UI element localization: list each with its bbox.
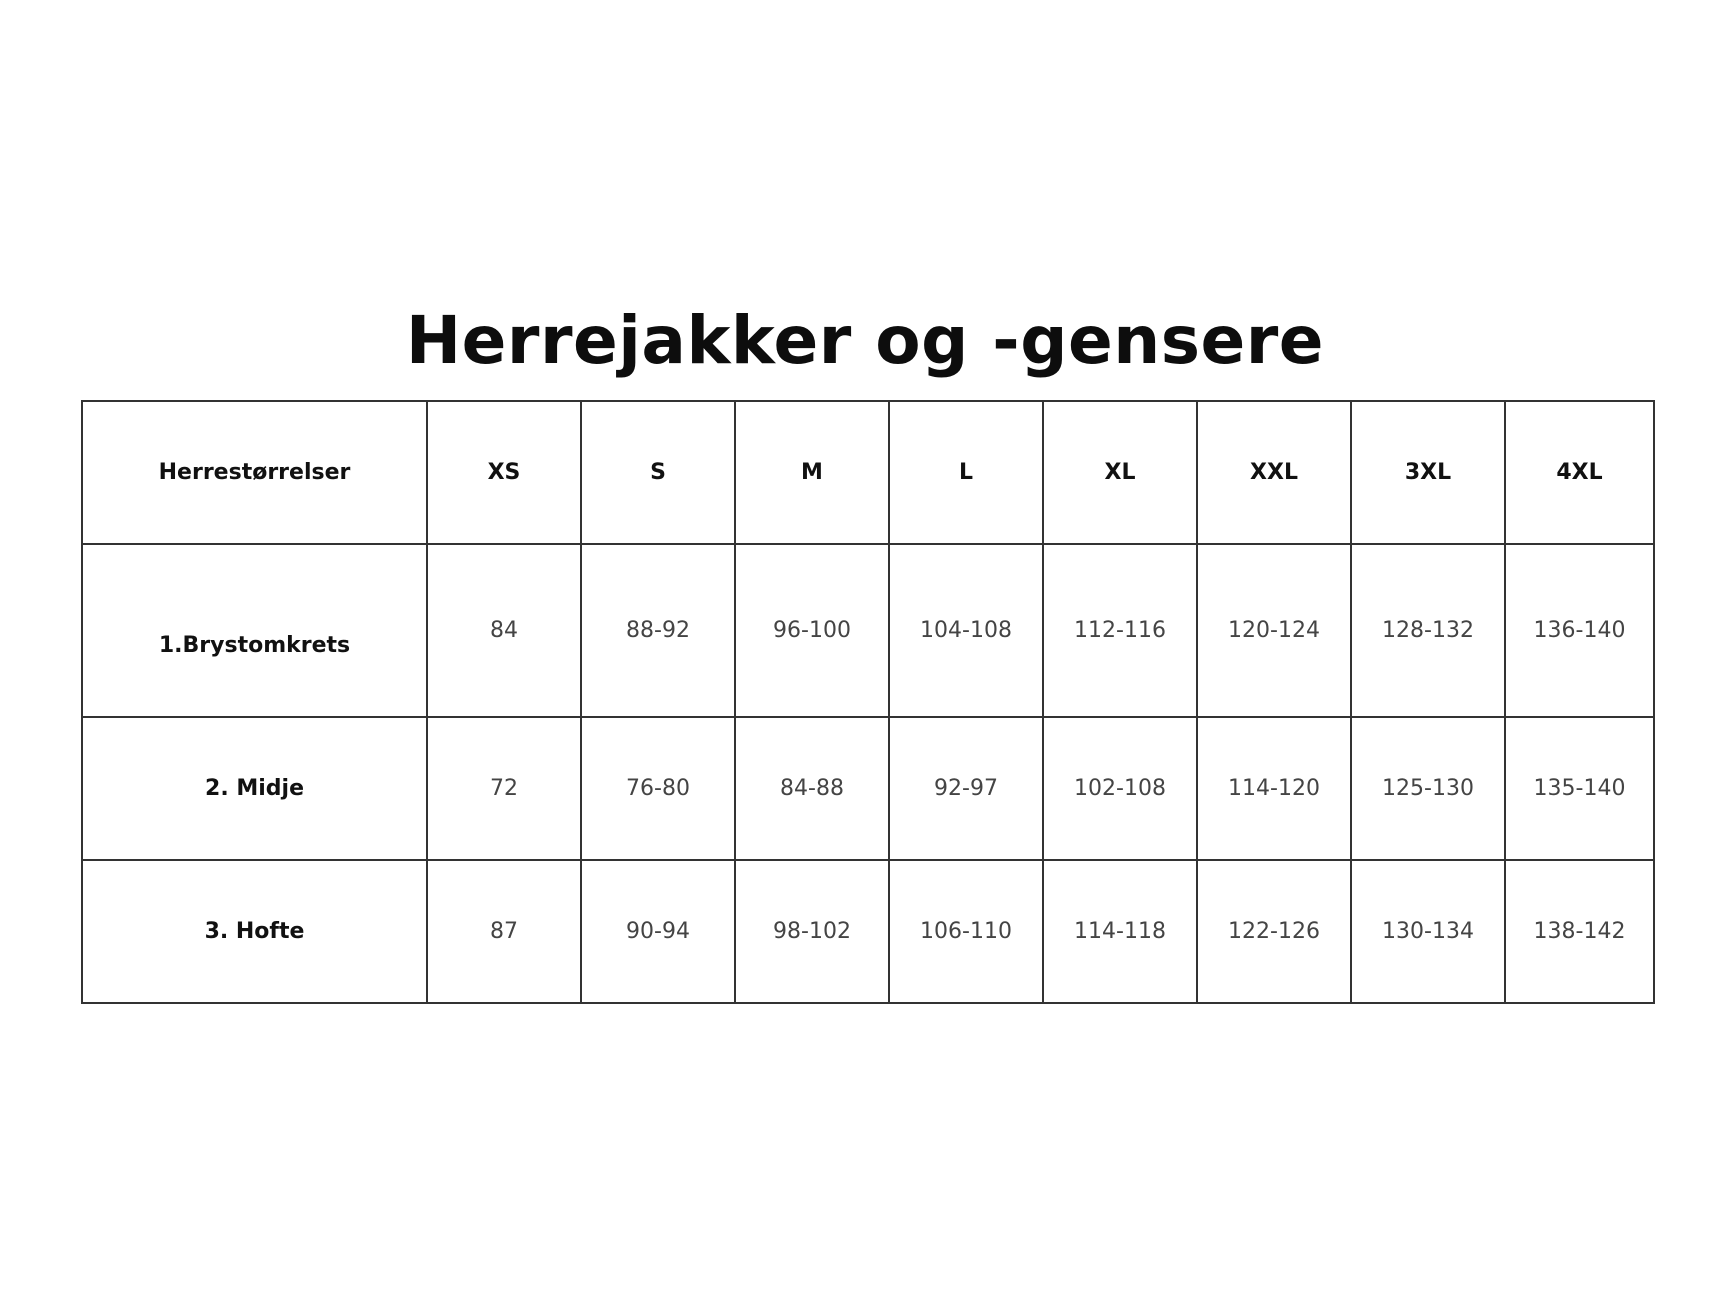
table-cell: 104-108: [889, 544, 1043, 717]
table-cell: 96-100: [735, 544, 889, 717]
table-cell: 135-140: [1505, 717, 1654, 860]
header-label-cell: Herrestørrelser: [82, 401, 427, 544]
table-cell: 125-130: [1351, 717, 1505, 860]
table-cell: 120-124: [1197, 544, 1351, 717]
table-cell: 114-120: [1197, 717, 1351, 860]
page-title: Herrejakker og -gensere: [405, 302, 1325, 379]
size-header-xs: XS: [427, 401, 581, 544]
size-header-xl: XL: [1043, 401, 1197, 544]
table-cell: 122-126: [1197, 860, 1351, 1003]
table-row: [82, 860, 1654, 1003]
table-cell: 72: [427, 717, 581, 860]
size-header-xxl: XXL: [1197, 401, 1351, 544]
table-cell: 87: [427, 860, 581, 1003]
table-cell: 114-118: [1043, 860, 1197, 1003]
table-cell: 102-108: [1043, 717, 1197, 860]
size-header-m: M: [735, 401, 889, 544]
size-header-s: S: [581, 401, 735, 544]
table-cell: 128-132: [1351, 544, 1505, 717]
table-cell: 84-88: [735, 717, 889, 860]
row-label-hofte: 3. Hofte: [82, 860, 427, 1003]
size-header-l: L: [889, 401, 1043, 544]
table-cell: 84: [427, 544, 581, 717]
table-row: [82, 717, 1654, 860]
size-chart-table: [81, 400, 1655, 1004]
row-label-brystomkrets: 1.Brystomkrets: [82, 544, 427, 717]
table-row: [82, 544, 1654, 717]
row-label-midje: 2. Midje: [82, 717, 427, 860]
table-cell: 90-94: [581, 860, 735, 1003]
table-cell: 92-97: [889, 717, 1043, 860]
table-cell: 130-134: [1351, 860, 1505, 1003]
table-cell: 98-102: [735, 860, 889, 1003]
table-cell: 136-140: [1505, 544, 1654, 717]
header-row: [82, 401, 1654, 544]
size-header-3xl: 3XL: [1351, 401, 1505, 544]
table-cell: 88-92: [581, 544, 735, 717]
table-cell: 106-110: [889, 860, 1043, 1003]
size-header-4xl: 4XL: [1505, 401, 1654, 544]
table-cell: 76-80: [581, 717, 735, 860]
table-cell: 112-116: [1043, 544, 1197, 717]
table-cell: 138-142: [1505, 860, 1654, 1003]
